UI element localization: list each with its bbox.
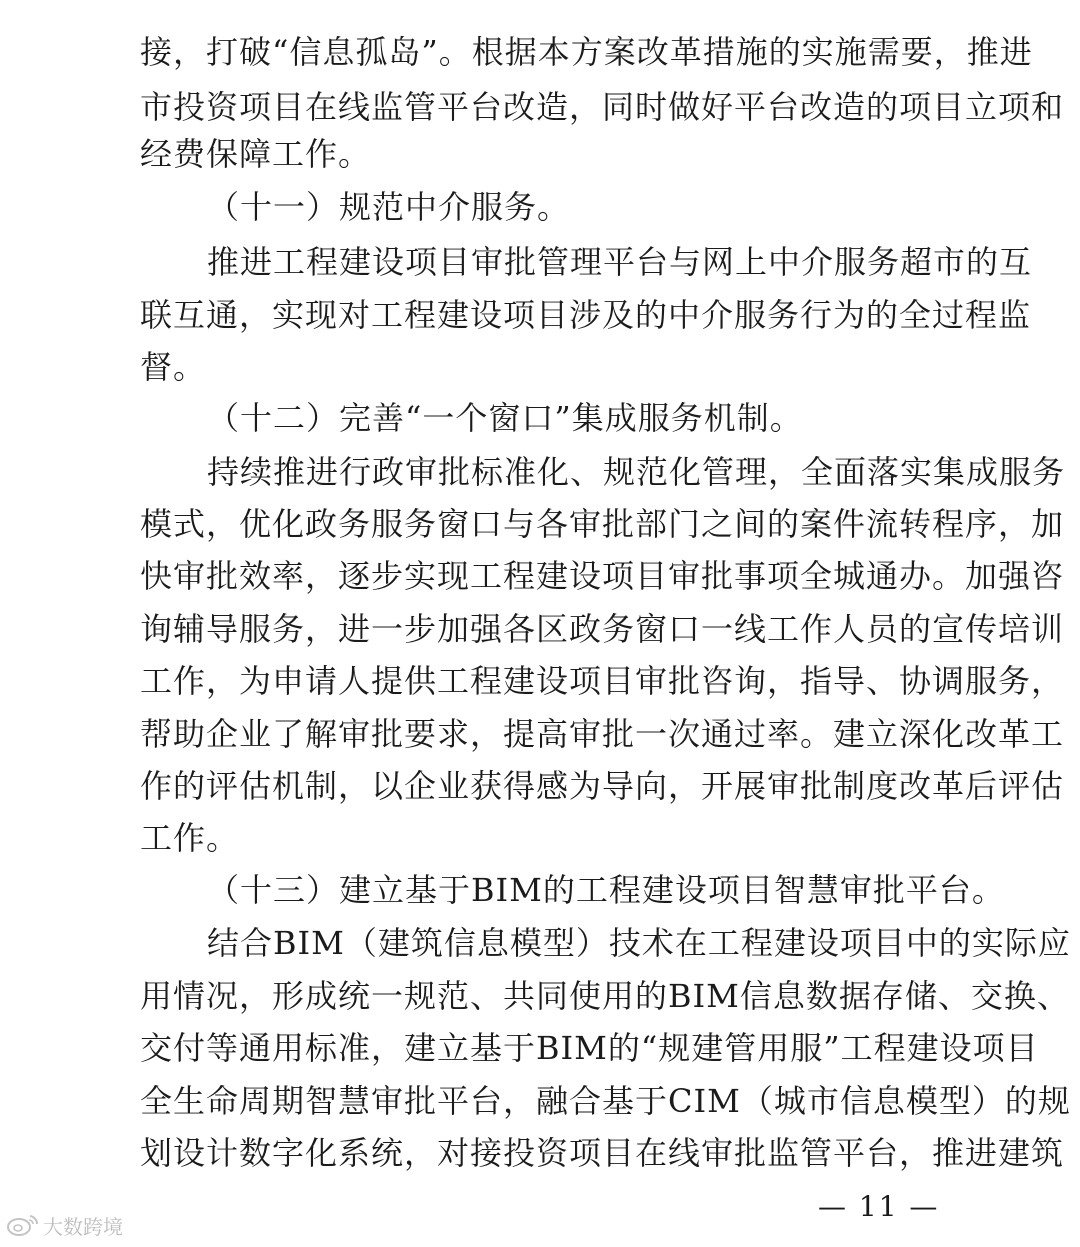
text-line: 督。 [140, 348, 207, 386]
text-line: 工作。 [140, 819, 240, 857]
text-line: 持续推进行政审批标准化、规范化管理，全面落实集成服务 [207, 453, 1066, 491]
text-line: 推进工程建设项目审批管理平台与网上中介服务超市的互 [207, 243, 1033, 281]
text-line: 帮助企业了解审批要求，提高审批一次通过率。建立深化改革工 [140, 715, 1065, 753]
text-line: 全生命周期智慧审批平台，融合基于CIM（城市信息模型）的规 [140, 1082, 1071, 1120]
text-line: 市投资项目在线监管平台改造，同时做好平台改造的项目立项和 [140, 88, 1065, 126]
text-line: 快审批效率，逐步实现工程建设项目审批事项全城通办。加强咨 [140, 557, 1065, 595]
text-line: 接，打破“信息孤岛”。根据本方案改革措施的实施需要，推进 [140, 33, 1033, 71]
text-line: 划设计数字化系统，对接投资项目在线审批监管平台，推进建筑 [140, 1134, 1065, 1172]
text-line: 联互通，实现对工程建设项目涉及的中介服务行为的全过程监 [140, 296, 1032, 334]
page-number: — 11 — [818, 1190, 940, 1223]
section-heading: （十三）建立基于BIM的工程建设项目智慧审批平台。 [207, 871, 1005, 909]
text-line: 用情况，形成统一规范、共同使用的BIM信息数据存储、交换、 [140, 977, 1070, 1015]
watermark-text: 大数跨境 [43, 1214, 123, 1239]
text-line: 经费保障工作。 [140, 135, 372, 173]
text-line: 询辅导服务，进一步加强各区政务窗口一线工作人员的宣传培训 [140, 610, 1065, 648]
text-line: 工作，为申请人提供工程建设项目审批咨询，指导、协调服务， [140, 662, 1065, 700]
text-line: 作的评估机制，以企业获得感为导向，开展审批制度改革后评估 [140, 767, 1065, 805]
section-heading: （十一）规范中介服务。 [207, 188, 571, 226]
section-heading: （十二）完善“一个窗口”集成服务机制。 [207, 399, 803, 437]
text-line: 交付等通用标准，建立基于BIM的“规建管用服”工程建设项目 [140, 1029, 1039, 1067]
text-line: 结合BIM（建筑信息模型）技术在工程建设项目中的实际应 [207, 924, 1071, 962]
weibo-icon [6, 1212, 40, 1238]
watermark [6, 1208, 123, 1242]
text-line: 模式，优化政务服务窗口与各审批部门之间的案件流转程序，加 [140, 505, 1065, 543]
